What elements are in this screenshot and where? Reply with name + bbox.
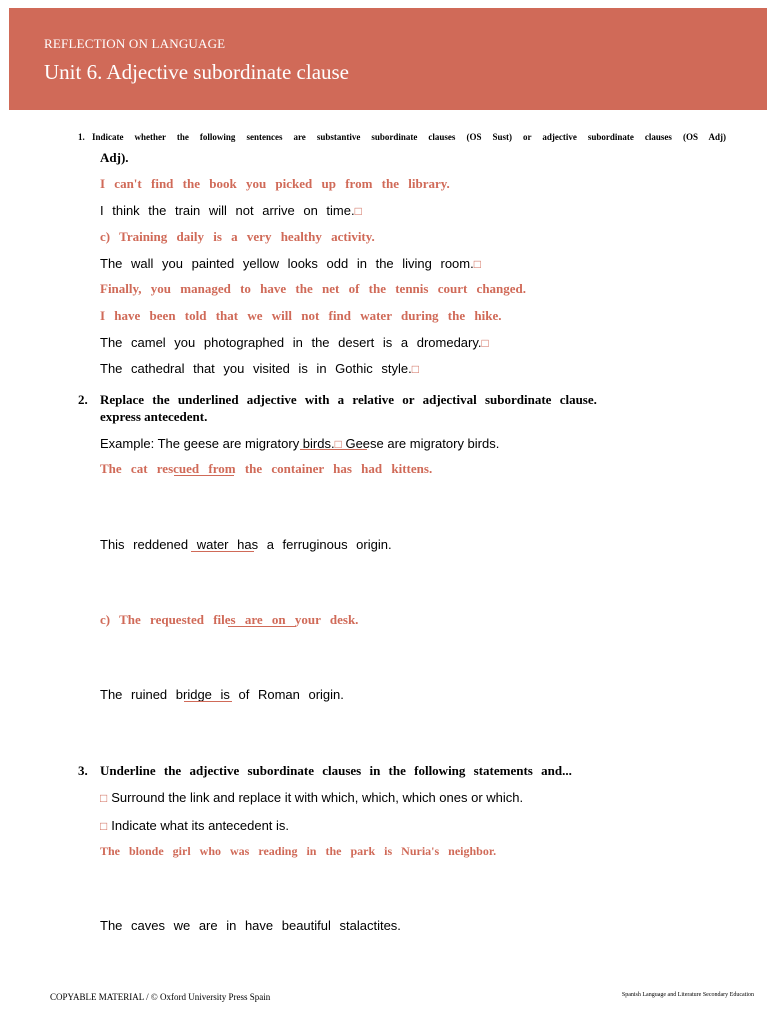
q3-bullet-1-text: Surround the link and replace it with which, which, which ones or which. (111, 790, 524, 805)
checkbox-icon: □ (100, 791, 108, 805)
checkbox-icon: □ (473, 257, 481, 271)
footer-copyright: COPYABLE MATERIAL / © Oxford University Press Spain (50, 992, 271, 1002)
q3-bullet-2 (100, 817, 289, 835)
question-1-instruction (78, 132, 726, 142)
q1-sentence-6: I have been told that we will not find water during the hike. (100, 308, 502, 323)
q1-sentence-3: c) Training daily is a very healthy activity. (100, 229, 375, 244)
q3-sentence-1: The blonde girl who was reading in the park is Nuria's neighbor. (100, 844, 497, 858)
q2-sentence-1: The cat rescued from the container has had kittens. (100, 461, 433, 476)
q2-sentence-4: The ruined bridge is of Roman origin. (100, 687, 344, 702)
q1-sentence-5: Finally, you managed to have the net of the tennis court changed. (100, 281, 527, 296)
question-1-number: 1. (78, 132, 85, 142)
underline-mark (228, 626, 296, 627)
question-2-instruction (78, 392, 597, 408)
q3-sentence-2: The caves we are in have beautiful stalactites. (100, 918, 401, 933)
checkbox-icon: □ (354, 204, 362, 218)
underline-mark (184, 701, 232, 702)
q3-bullet-2-text: Indicate what its antecedent is. (111, 818, 290, 833)
checkbox-icon: □ (100, 819, 108, 833)
q1-sentence-2 (100, 202, 362, 220)
q1-sentence-2-text: I think the train will not arrive on time. (100, 203, 355, 218)
q2-sentence-3: c) The requested files are on your desk. (100, 612, 359, 627)
question-1-text: Indicate whether the following sentences are substantive subordinate clauses (OS Sust) or adjective subordinate clauses (OS Adj) (92, 132, 726, 142)
q1-sentence-4-text: The wall you painted yellow looks odd in the living room. (100, 256, 474, 271)
question-1-instruction-cont: Adj). (100, 150, 129, 165)
question-3-text: Underline the adjective subordinate clauses in the following statements and... (100, 763, 572, 778)
checkbox-icon: □ (334, 437, 342, 451)
underline-mark (300, 449, 367, 450)
underline-mark (174, 475, 234, 476)
q2-example-text-b: Geese are migratory birds. (341, 436, 500, 451)
q1-sentence-7-text: The camel you photographed in the desert is a dromedary. (100, 335, 482, 350)
question-2-instruction-cont: express antecedent. (100, 409, 208, 424)
q2-example-text-a: Example: The geese are migratory birds. (100, 436, 335, 451)
question-3-instruction (78, 763, 572, 779)
q1-sentence-8-text: The cathedral that you visited is in Gothic style. (100, 361, 412, 376)
checkbox-icon: □ (411, 362, 419, 376)
checkbox-icon: □ (481, 336, 489, 350)
q1-sentence-4 (100, 255, 481, 273)
section-label: REFLECTION ON LANGUAGE (44, 36, 226, 51)
q1-sentence-1: I can't find the book you picked up from the library. (100, 176, 450, 191)
footer-subject: Spanish Language and Literature Secondary Education (621, 992, 754, 998)
underline-mark (191, 551, 254, 552)
q1-sentence-7 (100, 334, 489, 352)
question-2-text: Replace the underlined adjective with a relative or adjectival subordinate clause. (100, 392, 597, 407)
question-3-number: 3. (78, 763, 88, 778)
page-title: Unit 6. Adjective subordinate clause (44, 60, 350, 84)
q1-sentence-8 (100, 360, 419, 378)
header-banner (9, 8, 767, 110)
q3-bullet-1 (100, 789, 523, 807)
question-2-number: 2. (78, 392, 88, 407)
q2-example (100, 435, 499, 453)
q2-sentence-2: This reddened water has a ferruginous origin. (100, 537, 392, 552)
